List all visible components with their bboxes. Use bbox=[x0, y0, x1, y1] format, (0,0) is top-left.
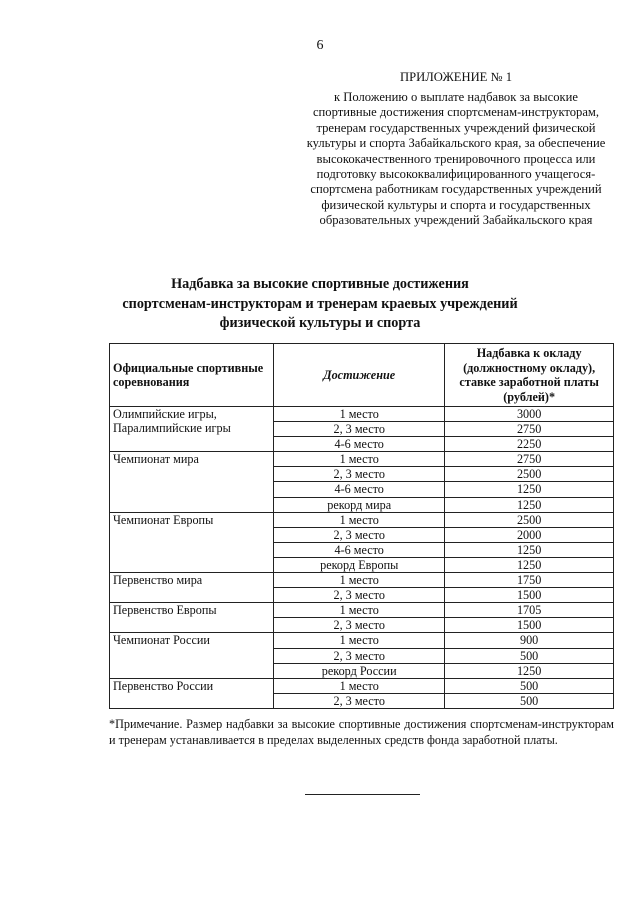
competition-cell: Чемпионат мира bbox=[110, 452, 274, 512]
achievement-cell: рекорд России bbox=[274, 663, 445, 678]
achievement-cell: 2, 3 место bbox=[274, 618, 445, 633]
bonus-cell: 1250 bbox=[445, 663, 614, 678]
header-bonus: Надбавка к окладу (должностному окладу), ставке заработной платы (рублей)* bbox=[445, 344, 614, 407]
annex-line: физической культуры и спорта и государственных bbox=[321, 197, 591, 212]
achievement-cell: 2, 3 место bbox=[274, 467, 445, 482]
achievement-cell: 4-6 место bbox=[274, 542, 445, 557]
bonus-cell: 1705 bbox=[445, 603, 614, 618]
table-row bbox=[110, 603, 614, 618]
table-row bbox=[110, 407, 614, 422]
table-row bbox=[110, 678, 614, 693]
bonus-cell: 2500 bbox=[445, 512, 614, 527]
annex-line: спортивные достижения спортсменам-инструкторам, bbox=[312, 105, 600, 120]
bonus-cell: 2750 bbox=[445, 452, 614, 467]
annex-line: тренерам государственных учреждений физической bbox=[316, 120, 596, 135]
annex-line: спортсмена работникам государственных учреждений bbox=[310, 182, 602, 197]
competition-cell: Олимпийские игры, Паралимпийские игры bbox=[110, 407, 274, 452]
annex-line: подготовку высококвалифицированного учащегося- bbox=[316, 167, 596, 182]
annex-body bbox=[300, 90, 612, 229]
achievement-cell: 4-6 место bbox=[274, 482, 445, 497]
heading-line: Надбавка за высокие спортивные достижения bbox=[171, 276, 469, 292]
table-body bbox=[110, 407, 614, 709]
bonus-cell: 500 bbox=[445, 678, 614, 693]
bonus-cell: 500 bbox=[445, 693, 614, 708]
competition-cell: Чемпионат Европы bbox=[110, 512, 274, 572]
bonus-cell: 2500 bbox=[445, 467, 614, 482]
achievement-cell: 1 место bbox=[274, 678, 445, 693]
competition-cell: Чемпионат России bbox=[110, 633, 274, 678]
achievement-cell: рекорд мира bbox=[274, 497, 445, 512]
annex-line: образовательных учреждений Забайкальского края bbox=[319, 213, 593, 228]
annex-line: высококачественного тренировочного процесса или bbox=[316, 151, 596, 166]
document-heading bbox=[0, 275, 640, 334]
bonus-cell: 1500 bbox=[445, 618, 614, 633]
bonus-cell: 900 bbox=[445, 633, 614, 648]
competition-cell: Первенство мира bbox=[110, 573, 274, 603]
annex-title: ПРИЛОЖЕНИЕ № 1 bbox=[400, 70, 512, 84]
header-competitions: Официальные спортивные соревнования bbox=[110, 344, 274, 407]
page-number: 6 bbox=[316, 38, 324, 53]
achievement-cell: 1 место bbox=[274, 512, 445, 527]
achievement-cell: 4-6 место bbox=[274, 437, 445, 452]
bonus-cell: 1750 bbox=[445, 573, 614, 588]
achievement-cell: 1 место bbox=[274, 603, 445, 618]
bonus-table bbox=[109, 343, 614, 709]
table-row bbox=[110, 633, 614, 648]
bonus-cell: 2250 bbox=[445, 437, 614, 452]
achievement-cell: 2, 3 место bbox=[274, 588, 445, 603]
bonus-cell: 1500 bbox=[445, 588, 614, 603]
heading-line: спортсменам-инструкторам и тренерам краевых учреждений bbox=[122, 295, 518, 312]
bonus-cell: 1250 bbox=[445, 557, 614, 572]
table-row bbox=[110, 452, 614, 467]
bonus-cell: 1250 bbox=[445, 542, 614, 557]
heading-line: физической культуры и спорта bbox=[219, 315, 421, 331]
bonus-cell: 1250 bbox=[445, 482, 614, 497]
achievement-cell: 1 место bbox=[274, 573, 445, 588]
achievement-cell: 2, 3 место bbox=[274, 527, 445, 542]
achievement-cell: 1 место bbox=[274, 633, 445, 648]
footnote: *Примечание. Размер надбавки за высокие спортивные достижения спортсменам-инструкторам и тренерам устанавливается в пределах выделенных средств фонда заработной платы. bbox=[109, 717, 614, 747]
achievement-cell: рекорд Европы bbox=[274, 557, 445, 572]
competition-cell: Первенство России bbox=[110, 678, 274, 708]
achievement-cell: 1 место bbox=[274, 407, 445, 422]
achievement-cell: 2, 3 место bbox=[274, 693, 445, 708]
annex-line: культуры и спорта Забайкальского края, за обеспечение bbox=[306, 136, 606, 151]
annex-line: к Положению о выплате надбавок за высокие bbox=[334, 90, 578, 104]
achievement-cell: 2, 3 место bbox=[274, 422, 445, 437]
table-header-row bbox=[110, 344, 614, 407]
achievement-cell: 1 место bbox=[274, 452, 445, 467]
bonus-cell: 1250 bbox=[445, 497, 614, 512]
table-row bbox=[110, 573, 614, 588]
table-row bbox=[110, 512, 614, 527]
bonus-cell: 500 bbox=[445, 648, 614, 663]
bonus-cell: 2000 bbox=[445, 527, 614, 542]
competition-cell: Первенство Европы bbox=[110, 603, 274, 633]
header-achievement: Достижение bbox=[274, 344, 445, 407]
bonus-cell: 3000 bbox=[445, 407, 614, 422]
closing-rule bbox=[305, 794, 420, 795]
bonus-cell: 2750 bbox=[445, 422, 614, 437]
achievement-cell: 2, 3 место bbox=[274, 648, 445, 663]
